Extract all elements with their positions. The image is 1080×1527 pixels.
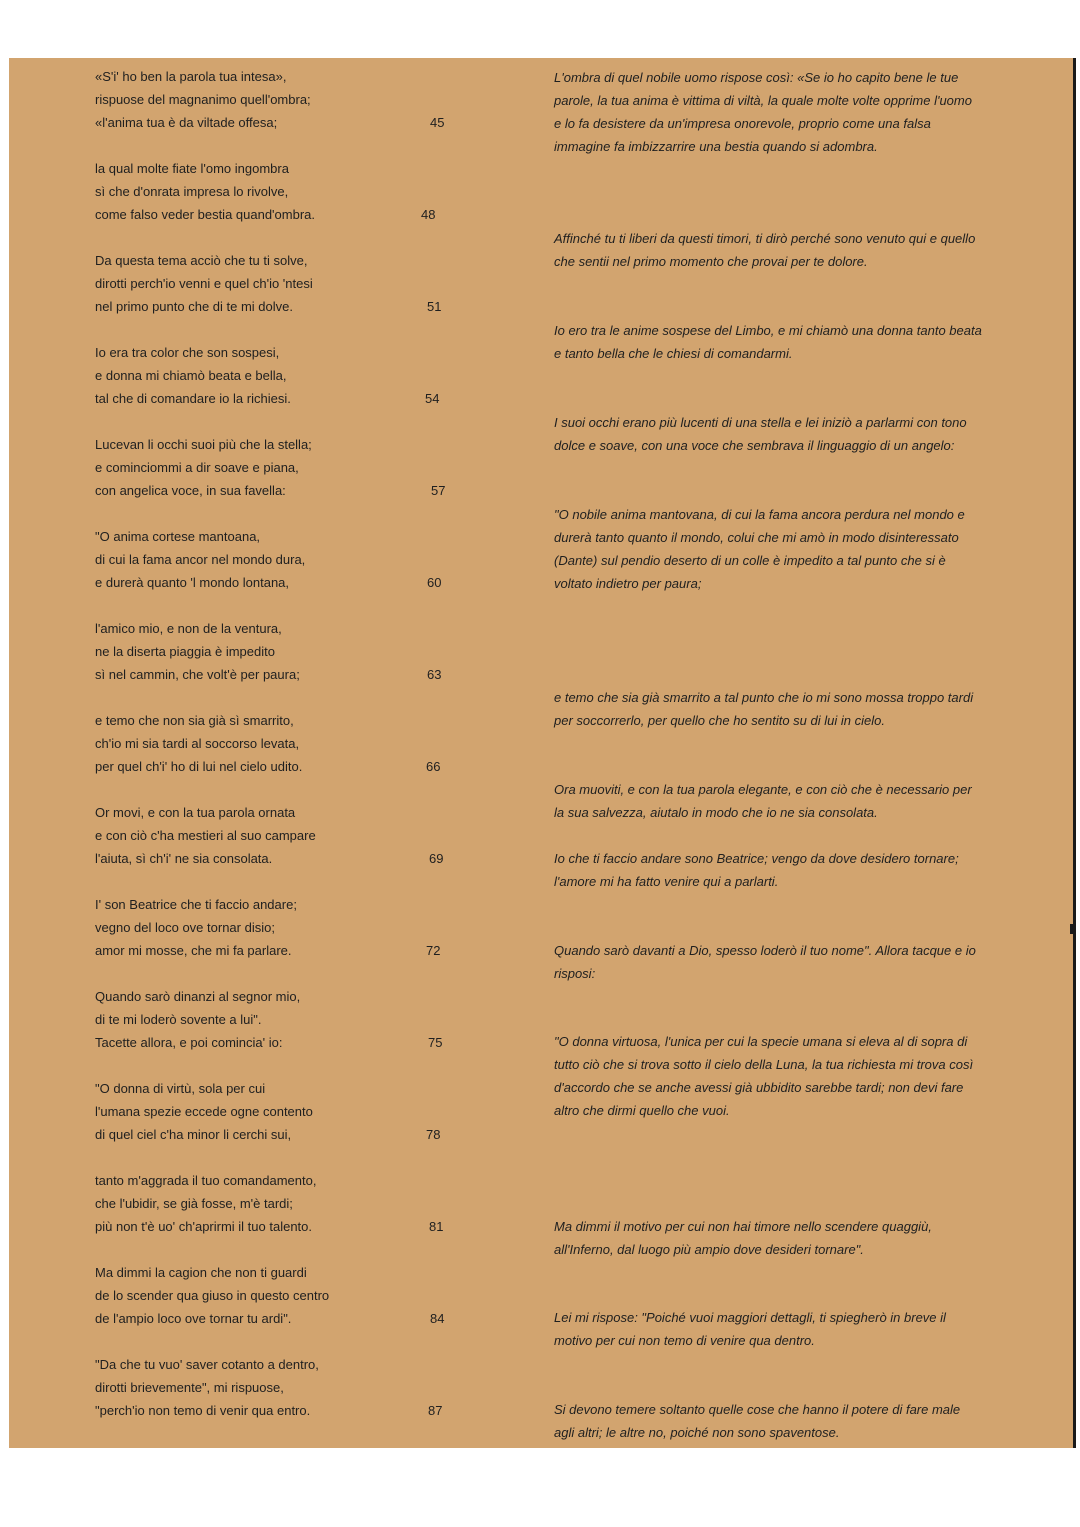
verse-line: di quel ciel c'ha minor li cerchi sui, <box>95 1127 292 1142</box>
verse-number: 51 <box>427 299 442 314</box>
translation-paragraph: e temo che sia già smarrito a tal punto che io mi sono mossa troppo tardi per soccorrerlo, per quello che ho sentito su di lui in cielo. <box>554 690 974 728</box>
verse-line: sì che d'onrata impresa lo rivolve, <box>95 184 289 199</box>
verse-line: «l'anima tua è da viltade offesa; <box>95 115 278 130</box>
verse-line: nel primo punto che di te mi dolve. <box>95 299 293 314</box>
verse-line: che l'ubidir, se già fosse, m'è tardi; <box>95 1196 293 1211</box>
verse-line: tanto m'aggrada il tuo comandamento, <box>95 1173 317 1188</box>
verse-line: dirotti perch'io venni e quel ch'io 'ntesi <box>95 276 313 291</box>
verse-line: di te mi loderò sovente a lui". <box>95 1012 262 1027</box>
verse-number: 54 <box>425 391 440 406</box>
translation-paragraph: Lei mi rispose: "Poiché vuoi maggiori dettagli, ti spiegherò in breve il motivo per cui non temo di venire qua dentro. <box>554 1310 946 1348</box>
translation-paragraph: Io che ti faccio andare sono Beatrice; vengo da dove desidero tornare; l'amore mi ha fatto venire qui a parlarti. <box>554 851 959 889</box>
verse-number: 69 <box>429 851 444 866</box>
verse-line: ne la diserta piaggia è impedito <box>95 644 275 659</box>
verse-line: de lo scender qua giuso in questo centro <box>95 1288 330 1303</box>
verse-line: Ma dimmi la cagion che non ti guardi <box>95 1265 307 1280</box>
verse-line: "O anima cortese mantoana, <box>95 529 261 544</box>
verse-line: de l'ampio loco ove tornar tu ardi". <box>95 1311 292 1326</box>
verse-number: 72 <box>426 943 441 958</box>
verse-line: "Da che tu vuo' saver cotanto a dentro, <box>95 1357 319 1372</box>
verse-line: Io era tra color che son sospesi, <box>95 345 280 360</box>
verse-line: dirotti brievemente", mi rispuose, <box>95 1380 284 1395</box>
verse-line: Quando sarò dinanzi al segnor mio, <box>95 989 301 1004</box>
verse-line: I' son Beatrice che ti faccio andare; <box>95 897 297 912</box>
verse-line: "perch'io non temo di venir qua entro. <box>95 1403 311 1418</box>
verse-number: 60 <box>427 575 442 590</box>
verse-line: Or movi, e con la tua parola ornata <box>95 805 296 820</box>
verse-line: Tacette allora, e poi comincia' io: <box>95 1035 283 1050</box>
verse-number: 57 <box>431 483 446 498</box>
verse-number: 63 <box>427 667 442 682</box>
verse-line: Da questa tema acciò che tu ti solve, <box>95 253 308 268</box>
verse-line: e con ciò c'ha mestieri al suo campare <box>95 828 316 843</box>
translation-paragraph: Io ero tra le anime sospese del Limbo, e mi chiamò una donna tanto beata e tanto bella che le chiesi di comandarmi. <box>554 323 982 361</box>
verse-number: 87 <box>428 1403 443 1418</box>
translation-paragraph: Quando sarò davanti a Dio, spesso loderò il tuo nome". Allora tacque e io risposi: <box>554 943 976 981</box>
translation-paragraph: Si devono temere soltanto quelle cose che hanno il potere di fare male agli altri; le altre no, poiché non sono spaventose. <box>554 1402 961 1440</box>
verse-line: amor mi mosse, che mi fa parlare. <box>95 943 292 958</box>
verse-line: e temo che non sia già sì smarrito, <box>95 713 294 728</box>
verse-line: la qual molte fiate l'omo ingombra <box>95 161 289 176</box>
verse-line: l'amico mio, e non de la ventura, <box>95 621 282 636</box>
translation-paragraph: "O donna virtuosa, l'unica per cui la specie umana si eleva al di sopra di tutto ciò che si trova sotto il cielo della Luna, la tua richiesta mi trova così d'accordo che se anche avessi già ubbidito sarebbe tardi; non devi fare altro che dirmi quello che vuoi. <box>554 1034 974 1118</box>
translation-paragraph: Affinché tu ti liberi da questi timori, ti dirò perché sono venuto qui e quello che sentii nel primo momento che provai per te dolore. <box>554 231 976 269</box>
verse-line: di cui la fama ancor nel mondo dura, <box>95 552 306 567</box>
verse-line: e cominciommi a dir soave e piana, <box>95 460 299 475</box>
page-right-edge <box>1073 58 1076 1448</box>
verse-line: come falso veder bestia quand'ombra. <box>95 207 315 222</box>
verse-line: tal che di comandare io la richiesi. <box>95 391 291 406</box>
verse-number: 48 <box>421 207 436 222</box>
verse-line: «S'i' ho ben la parola tua intesa», <box>95 69 287 84</box>
verse-line: ch'io mi sia tardi al soccorso levata, <box>95 736 300 751</box>
verse-number: 75 <box>428 1035 443 1050</box>
verse-number: 45 <box>430 115 445 130</box>
verse-line: per quel ch'i' ho di lui nel cielo udito. <box>95 759 303 774</box>
verse-line: e durerà quanto 'l mondo lontana, <box>95 575 290 590</box>
verse-line: con angelica voce, in sua favella: <box>95 483 286 498</box>
verse-number: 84 <box>430 1311 445 1326</box>
translation-paragraph: Ora muoviti, e con la tua parola elegante, e con ciò che è necessario per la sua salvezza, aiutalo in modo che io ne sia consolata. <box>554 782 972 820</box>
page-edge-mark <box>1070 924 1076 934</box>
translation-paragraph: Ma dimmi il motivo per cui non hai timore nello scendere quaggiù, all'Inferno, dal luogo più ampio dove desideri tornare". <box>554 1219 932 1257</box>
verse-line: Lucevan li occhi suoi più che la stella; <box>95 437 312 452</box>
verse-line: e donna mi chiamò beata e bella, <box>95 368 287 383</box>
verse-number: 66 <box>426 759 441 774</box>
verse-line: "O donna di virtù, sola per cui <box>95 1081 266 1096</box>
translation-paragraph: I suoi occhi erano più lucenti di una stella e lei iniziò a parlarmi con tono dolce e soave, con una voce che sembrava il linguaggio di un angelo: <box>554 415 967 453</box>
verse-line: l'aiuta, sì ch'i' ne sia consolata. <box>95 851 273 866</box>
verse-line: rispuose del magnanimo quell'ombra; <box>95 92 311 107</box>
translation-paragraph: "O nobile anima mantovana, di cui la fama ancora perdura nel mondo e durerà tanto quanto il mondo, colui che mi amò in modo disinteressato (Dante) sul pendio deserto di un colle è impedito a tal punto che si è voltato indietro per paura; <box>554 507 965 591</box>
verse-number: 78 <box>426 1127 441 1142</box>
verse-line: sì nel cammin, che volt'è per paura; <box>95 667 300 682</box>
verse-number: 81 <box>429 1219 444 1234</box>
translation-paragraph: L'ombra di quel nobile uomo rispose così: «Se io ho capito bene le tue parole, la tua anima è vittima di viltà, la quale molte volte opprime l'uomo e lo fa desistere da un'impresa onorevole, proprio come una falsa immagine fa imbizzarrire una bestia quando si adombra. <box>554 70 972 154</box>
verse-line: vegno del loco ove tornar disio; <box>95 920 275 935</box>
verse-line: l'umana spezie eccede ogne contento <box>95 1104 313 1119</box>
verse-line: più non t'è uo' ch'aprirmi il tuo talento. <box>95 1219 313 1234</box>
